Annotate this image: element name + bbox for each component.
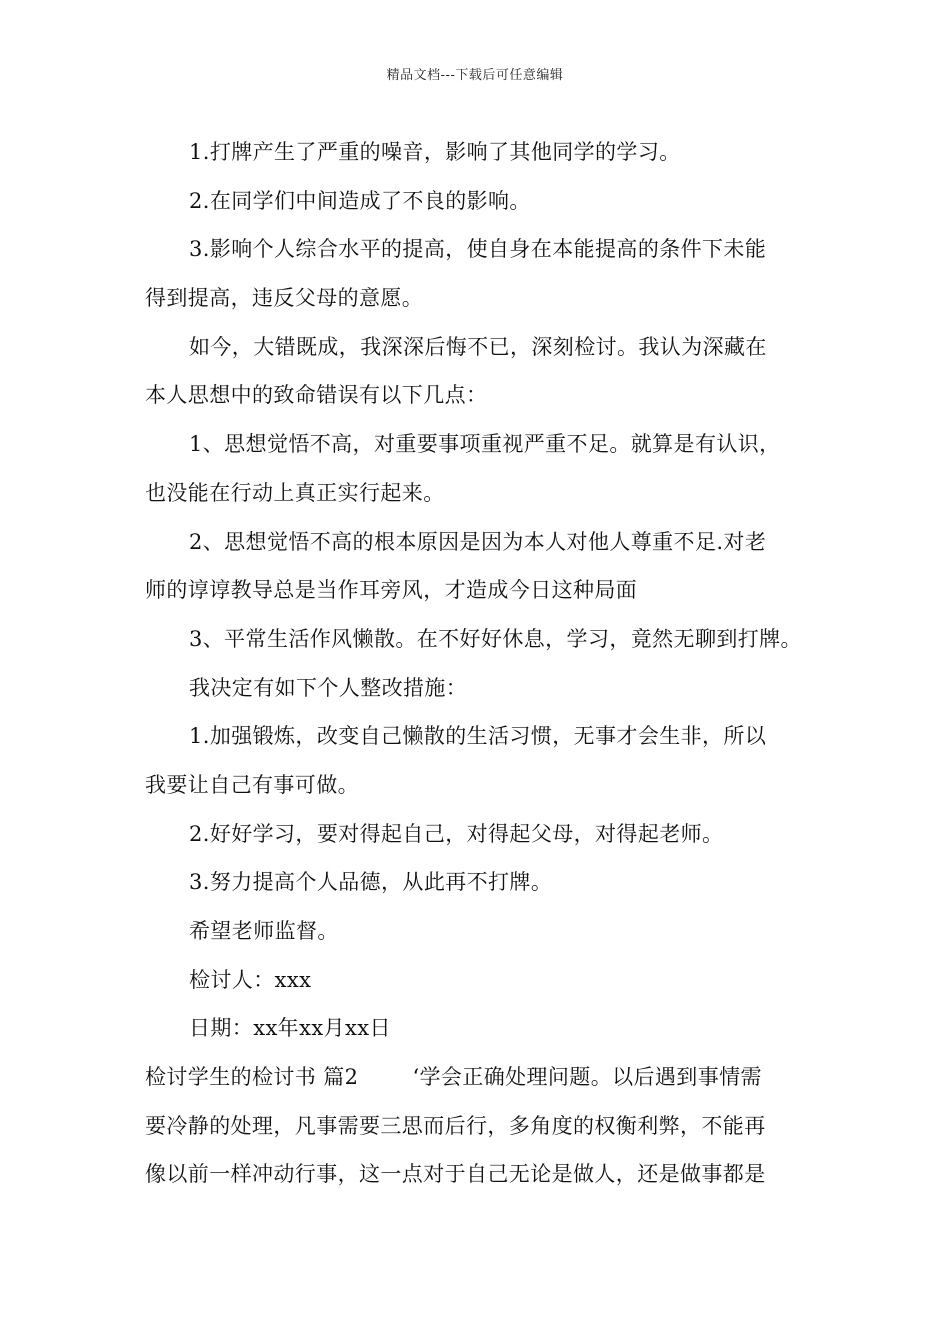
document-body [145,133,825,1204]
paragraph-line: 也没能在行动上真正实行起来。 [145,480,445,505]
paragraph-line: 师的谆谆教导总是当作耳旁风，才造成今日这种局面 [145,578,638,603]
paragraph-line: 得到提高，违反父母的意愿。 [145,286,424,311]
paragraph-line: 希望老师监督。 [189,919,339,943]
paragraph-line: 2、思想觉悟不高的根本原因是因为本人对他人尊重不足.对老 [189,529,767,554]
paragraph-line: 3.努力提高个人品德，从此再不打牌。 [189,870,553,895]
page-header: 精品文档---下载后可任意编辑 [386,68,564,83]
paragraph-line: 要冷静的处理，凡事需要三思而后行，多角度的权衡利弊，不能再 [145,1113,766,1138]
date-line: 日期：xx年xx月xx日 [189,1016,391,1041]
paragraph-line: 2.好好学习，要对得起自己，对得起父母，对得起老师。 [189,821,724,846]
section-2-heading-line [145,1058,825,1107]
section-2-first-line: ‘学会正确处理问题。以后遇到事情需 [412,1065,762,1090]
paragraph-line: 2.在同学们中间造成了不良的影响。 [189,188,531,213]
paragraph-line: 我决定有如下个人整改措施： [189,675,468,700]
paragraph-line: 我要让自己有事可做。 [145,772,359,797]
paragraph-line: 像以前一样冲动行事，这一点对于自己无论是做人，还是做事都是 [145,1162,766,1187]
signature-line: 检讨人：xxx [189,967,312,992]
paragraph-line: 1、思想觉悟不高，对重要事项重视严重不足。就算是有认识， [189,432,781,457]
paragraph-line: 3、平常生活作风懒散。在不好好休息，学习，竟然无聊到打牌。 [189,626,802,651]
paragraph-line: 1.打牌产生了严重的噪音，影响了其他同学的学习。 [189,140,681,164]
paragraph-line: 1.加强锻炼，改变自己懒散的生活习惯，无事才会生非，所以 [189,724,767,749]
paragraph-line: 本人思想中的致命错误有以下几点： [145,383,488,408]
section-2-title: 检讨学生的检讨书 篇2 [145,1065,359,1090]
paragraph-line: 如今，大错既成，我深深后悔不已，深刻检讨。我认为深藏在 [189,334,767,359]
paragraph-line: 3.影响个人综合水平的提高，使自身在本能提高的条件下未能 [189,237,767,262]
